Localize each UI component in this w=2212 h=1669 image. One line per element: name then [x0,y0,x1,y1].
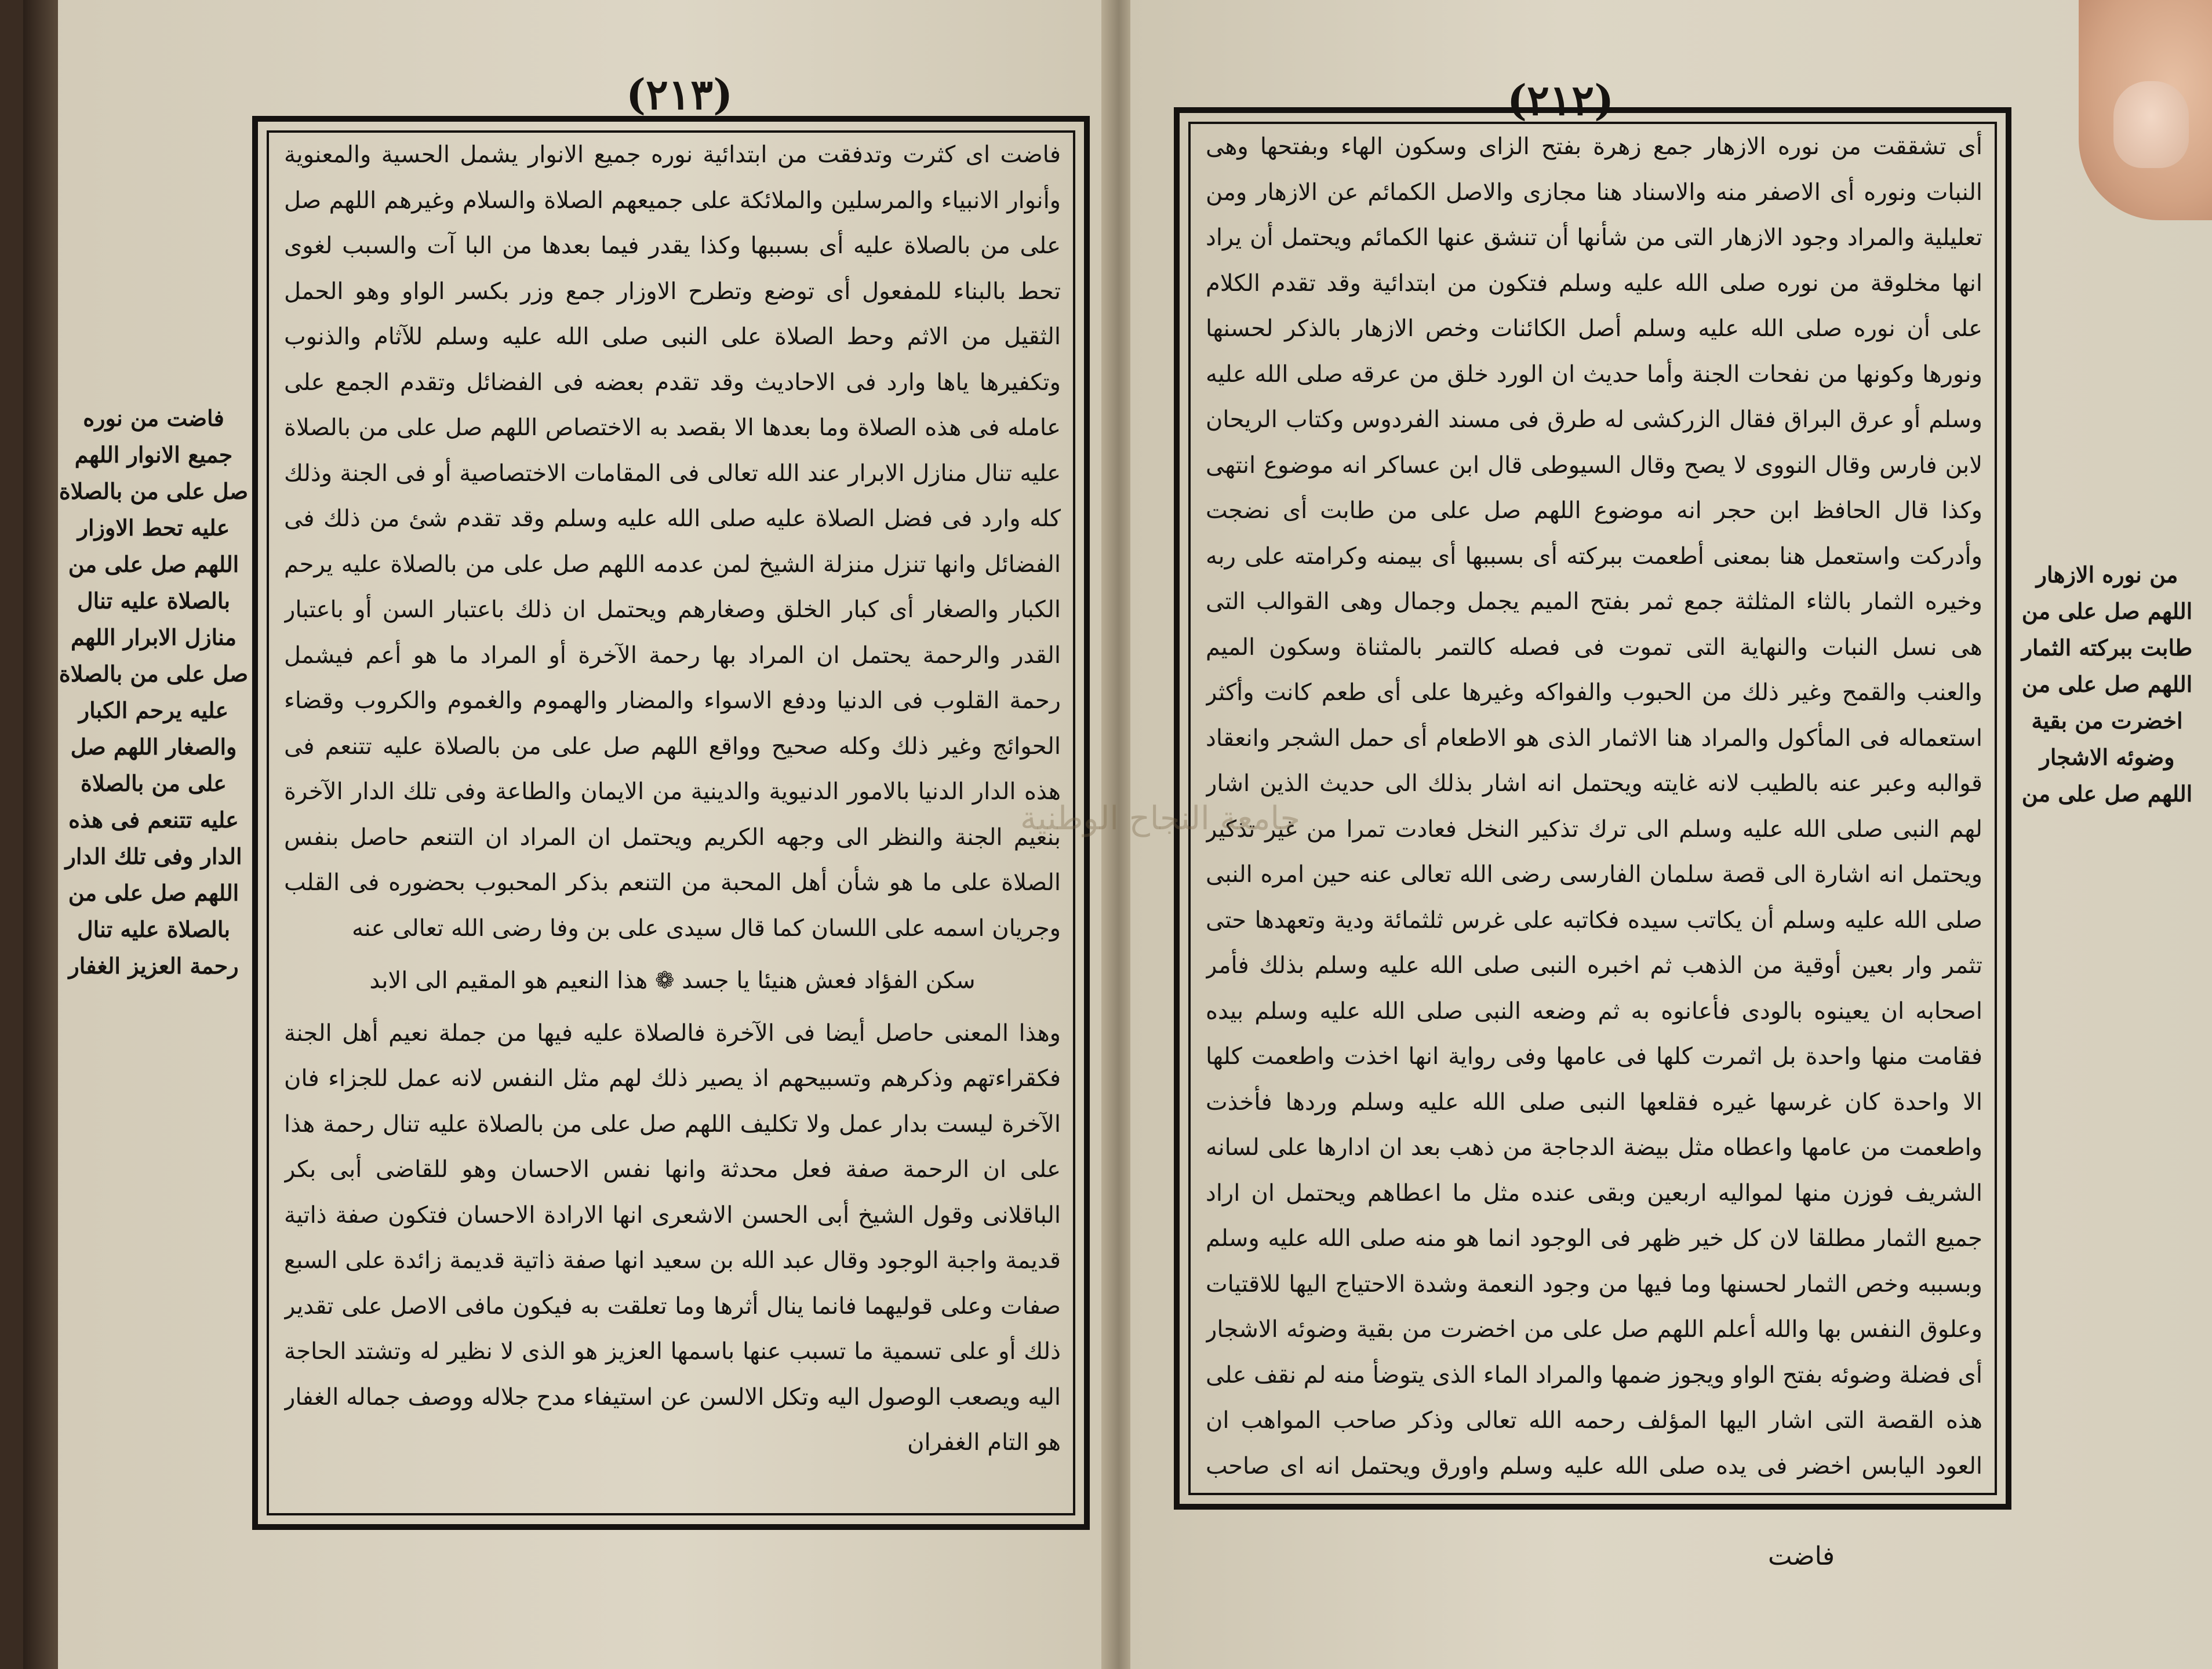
right-page-number: (٢١٢) [1507,75,1614,125]
thumb-nail [2113,81,2189,168]
left-page-number: (٢١٣) [626,70,733,119]
left-poem-verse: سكن الفؤاد فعش هنيئا يا جسد ❁ هذا النعيم هو المقيم الى الابد [369,967,976,994]
left-page [23,0,1113,1669]
right-paragraph-1: أى تشققت من نوره الازهار جمع زهرة بفتح الزاى وسكون الهاء وبفتحها وهى النبات ونوره أى الاصفر منه والاسناد هنا مجازى والاصل الكمائم عن الازهار ومن تعليلية والمراد وجود الازهار التى من شأنها أن تنشق عنها الكمائم ويحتمل أن يراد انها مخلوقة من نوره صلى الله عليه وسلم فتكون من ابتدائية وقد تقدم الكلام على أن نوره صلى الله عليه وسلم أصل الكائنات وخص الازهار بالذكر لحسنها ونورها وكونها من نفحات الجنة وأما حديث ان الورد خلق من عرقه صلى الله عليه وسلم أو عرق البراق فقال الزركشى له طرق فى مسند الفردوس وكتاب الريحان لابن فارس وقال النووى لا يصح وقال السيوطى قال ابن عساكر انه موضوع انتهى وكذا قال الحافظ ابن حجر انه موضوع اللهم صل على من طابت أى نضجت وأدركت واستعمل هنا بمعنى أطعمت ببركته أى بسببها أى بيمنه وكرامته على ربه وخيره الثمار بالثاء المثلثة جمع ثمر بفتح الميم يجمل وجمال وهى القوالب التى هى نسل النبات والنهاية التى تموت فى فصله كالتمر بالمثناة وسكون الميم والعنب والقمح وغير ذلك من الحبوب والفواكه وغيرها على أى طعم كانت وأكثر استعماله فى المأكول والمراد هنا الاثمار الذى هو الاطعام أى حمل الشجر وانعقاد قوالبه وعبر عنه بالطيب لانه غايته ويحتمل انه اشار بذلك الى حديث الذين اشار لهم النبى صلى الله عليه وسلم الى ترك تذكير النخل فعادت تمرا من غير تذكير ويحتمل انه اشارة الى قصة سلمان الفارسى رضى الله تعالى عنه حين امره النبى صلى الله عليه وسلم أن يكاتب سيده فكاتبه على غرس ثلثمائة ودية وتعهدها حتى تثمر وار بعين أوقية من الذهب ثم اخبره النبى صلى الله عليه وسلم بذلك فأمر اصحابه ان يعينوه بالودى فأعانوه به ثم وضعه النبى صلى الله عليه وسلم بيده فقامت منها واحدة بل اثمرت كلها فى عامها وفى رواية انها اخذت واطعمت كلها الا واحدة كان غرسها غيره فقلعها النبى صلى الله عليه وسلم وردها فأخذت واطعمت من عامها واعطاه مثل بيضة الدجاجة من ذهب بعد ان ادارها على لسانه الشريف فوزن منها لمواليه اربعين وبقى عنده مثل ما اعطاهم ويحتمل ان اراد جميع الثمار مطلقا لان كل خير ظهر فى الوجود انما هو منه صلى الله عليه وسلم وبسببه وخص الثمار لحسنها وما فيها من وجود النعمة وشدة الاحتياج اليها للاقتيات وعلوق النفس بها والله أعلم اللهم صل على من اخضرت من بقية وضوئه الاشجار أى فضلة وضوئه بفتح الواو ويجوز ضمها والمراد الماء الذى يتوضأ منه لم نقف على هذه القصة التى اشار اليها المؤلف رحمه الله تعالى وذكر صاحب المواهب ان العود اليابس اخضر فى يده صلى الله عليه وسلم واورق ويحتمل انه اى صاحب [1206,133,1982,1479]
book-binding-edge [23,0,58,1669]
right-margin-note: من نوره الازهار اللهم صل على من طابت ببركته الثمار اللهم صل على من اخضرت من بقية وضوئه الاشجار اللهم صل على من [2021,562,2193,807]
right-commentary-text [1206,124,1982,1492]
left-paragraph-1: فاضت اى كثرت وتدفقت من ابتدائية نوره جميع الانوار يشمل الحسية والمعنوية وأنوار الانبياء والمرسلين والملائكة على جميعهم الصلاة والسلام وغيرهم اللهم صل على من بالصلاة عليه أى بسببها وكذا يقدر فيما بعدها من البا آت والسبب لغوى تحط بالبناء للمفعول أى توضع وتطرح الاوزار جمع وزر بكسر الواو وهو الحمل الثقيل من الاثم وحط الصلاة على النبى صلى الله عليه وسلم للآثام والذنوب وتكفيرها ياها وارد فى الاحاديث وقد تقدم بعضه فى الفضائل وتقدم الجمع على عامله فى هذه الصلاة وما بعدها الا بقصد به الاختصاص اللهم صل على من بالصلاة عليه تنال منازل الابرار عند الله تعالى فى المقامات الاختصاصية أو فى الجنة وذلك كله وارد فى فضل الصلاة عليه صلى الله عليه وسلم وقد تقدم شئ من ذلك فى الفضائل وانها تنزل منزلة الشيخ لمن عدمه اللهم صل على من بالصلاة عليه يرحم الكبار والصغار أى كبار الخلق وصغارهم ويحتمل ان ذلك باعتبار السن أو باعتبار القدر والرحمة يحتمل ان المراد بها رحمة الآخرة أو المراد ما هو أعم فيشمل رحمة القلوب فى الدنيا ودفع الاسواء والمضار والهموم والغموم والكروب وقضاء الحوائج وغير ذلك وكله صحيح وواقع اللهم صل على من بالصلاة عليه تتنعم فى هذه الدار الدنيا بالامور الدنيوية والدينية من الايمان والطاعة وفى تلك الدار الآخرة بنعيم الجنة والنظر الى وجهه الكريم ويحتمل ان المراد ان التنعم حاصل بنفس الصلاة على ما هو شأن أهل المحبة من التنعم بذكر المحبوب بحضوره فى القلب وجريان اسمه على اللسان كما قال سيدى على بن وفا رضى الله تعالى عنه [284,141,1061,942]
left-margin-note: فاضت من نوره جميع الانوار اللهم صل على من بالصلاة عليه تحط الاوزار اللهم صل على من بالصلاة عليه تنال منازل الابرار اللهم صل على من بالصلاة عليه يرحم الكبار والصغار اللهم صل على من بالصلاة عليه تتنعم فى هذه الدار وفى تلك الدار اللهم صل على من بالصلاة عليه تنال رحمة العزيز الغفار [59,405,249,979]
library-watermark: جامعة النجاح الوطنية [1020,800,1301,837]
right-catchword: فاضت [1768,1542,1835,1571]
left-commentary-text [284,132,1061,1511]
left-paragraph-2: وهذا المعنى حاصل أيضا فى الآخرة فالصلاة عليه فيها من جملة نعيم أهل الجنة فكقراءتهم وذكرهم وتسبيحهم اذ يصير ذلك لهم مثل النفس لانه عمل للجزاء فان الآخرة ليست بدار عمل ولا تكليف اللهم صل على من بالصلاة عليه تنال رحمة هذا على ان الرحمة صفة فعل محدثة وانها نفس الاحسان وهو للقاضى أبى بكر الباقلانى وقول الشيخ أبى الحسن الاشعرى انها الارادة الاحسان فتكون صفة ذاتية قديمة واجبة الوجود وقال عبد الله بن سعيد انها صفة ذاتية قديمة زائدة على السبع صفات وعلى قوليهما فانما ينال أثرها وما تعلقت به فيكون مافى الاصل على تقدير ذلك أو على تسمية ما تسبب عنها باسمها العزيز هو الذى لا نظير له وتشتد الحاجة اليه ويصعب الوصول اليه وتكل الالسن عن استيفاء مدح جلاله ووصف جماله الغفار هو التام الغفران [284,1019,1061,1456]
